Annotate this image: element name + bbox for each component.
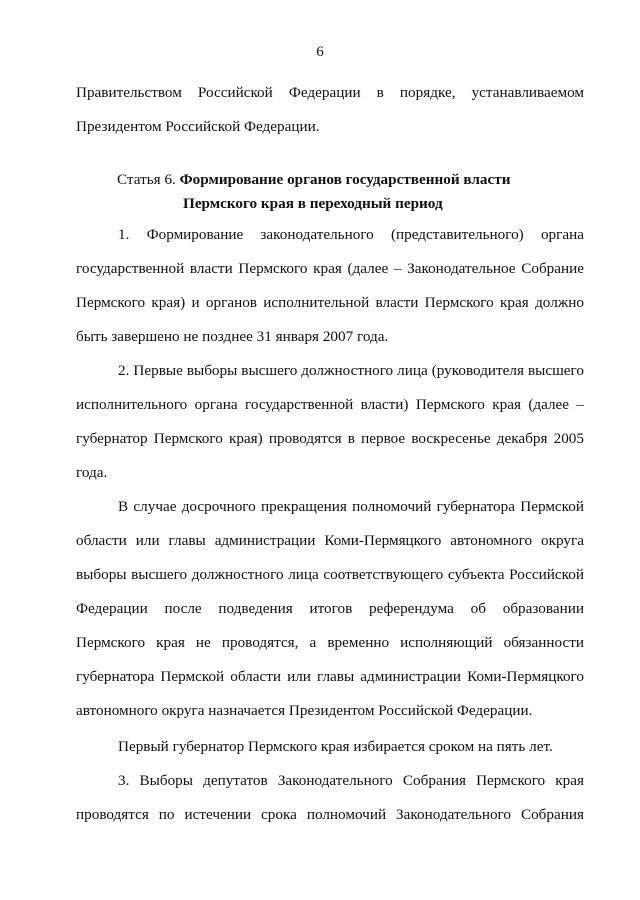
text-line: Пермского края) и органов исполнительной власти Пермского края должно bbox=[76, 294, 584, 311]
text-line: В случае досрочного прекращения полномочий губернатора Пермской bbox=[118, 498, 584, 515]
text-line: 3. Выборы депутатов Законодательного Собрания Пермского края bbox=[118, 772, 584, 789]
article-heading bbox=[117, 168, 510, 216]
text-line: года. bbox=[76, 464, 108, 481]
text-line: Первый губернатор Пермского края избирается сроком на пять лет. bbox=[118, 738, 553, 755]
text-line: губернатора Пермской области или главы администрации Коми-Пермяцкого bbox=[76, 668, 584, 685]
text-line: 2. Первые выборы высшего должностного лица (руководителя высшего bbox=[118, 362, 584, 379]
text-line: Федерации после подведения итогов референдума об образовании bbox=[76, 600, 584, 617]
text-line: губернатор Пермского края) проводятся в первое воскресенье декабря 2005 bbox=[76, 430, 584, 447]
text-line: проводятся по истечении срока полномочий Законодательного Собрания bbox=[76, 806, 584, 823]
article-title-line1: Формирование органов государственной власти bbox=[179, 171, 511, 188]
text-line: Президентом Российской Федерации. bbox=[76, 118, 320, 135]
text-line: Пермского края не проводятся, а временно исполняющий обязанности bbox=[76, 634, 584, 651]
text-line: выборы высшего должностного лица соответствующего субъекта Российской bbox=[76, 566, 584, 583]
text-line: государственной власти Пермского края (далее – Законодательное Собрание bbox=[76, 260, 584, 277]
text-line: быть завершено не позднее 31 января 2007 года. bbox=[76, 328, 389, 345]
article-title-line2: Пермского края в переходный период bbox=[183, 195, 443, 212]
paragraph-4 bbox=[76, 730, 584, 764]
continuation-paragraph bbox=[76, 76, 584, 144]
article-label: Статья 6. bbox=[117, 171, 176, 188]
paragraph-3 bbox=[76, 490, 584, 728]
page-number: 6 bbox=[316, 44, 324, 60]
paragraph-5 bbox=[76, 764, 584, 832]
text-line: области или главы администрации Коми-Пермяцкого автономного округа bbox=[76, 532, 584, 549]
paragraph-2 bbox=[76, 354, 584, 490]
paragraph-1 bbox=[76, 218, 584, 354]
text-line: Правительством Российской Федерации в порядке, устанавливаемом bbox=[76, 84, 584, 101]
text-line: исполнительного органа государственной власти) Пермского края (далее – bbox=[76, 396, 584, 413]
text-line: автономного округа назначается Президентом Российской Федерации. bbox=[76, 702, 533, 719]
text-line: 1. Формирование законодательного (представительного) органа bbox=[118, 226, 584, 243]
